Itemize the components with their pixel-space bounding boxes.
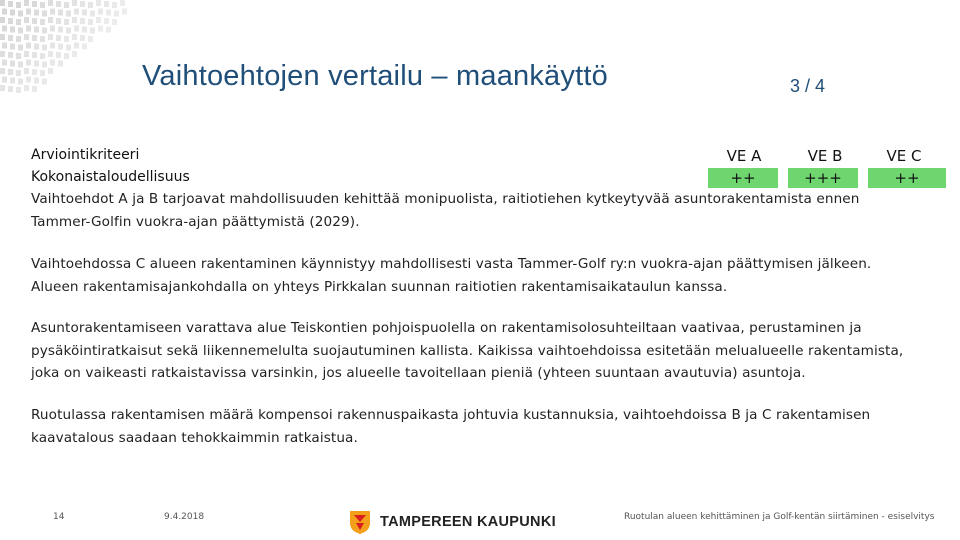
deco-square xyxy=(34,44,39,50)
deco-square xyxy=(32,86,37,92)
paragraph-line: Ruotulassa rakentamisen määrä kompensoi rakennuspaikasta johtuvia kustannuksia, vaihtoehdoissa B ja C rakentamisen xyxy=(31,407,871,423)
criteria-header-row xyxy=(0,146,960,166)
deco-square xyxy=(64,2,69,8)
deco-square xyxy=(18,62,23,68)
deco-square xyxy=(0,85,5,91)
deco-square xyxy=(112,19,117,25)
paragraph-1 xyxy=(31,188,936,233)
paragraph-line: Vaihtoehdossa C alueen rakentaminen käynnistyy mahdollisesti vasta Tammer-Golf ry:n vuokra-ajan päättymisen jälkeen. xyxy=(31,256,872,272)
deco-square xyxy=(72,34,77,40)
deco-square xyxy=(74,26,79,32)
deco-square xyxy=(34,10,39,16)
deco-square xyxy=(48,17,53,23)
deco-square xyxy=(8,69,13,75)
deco-square xyxy=(98,9,103,15)
paragraph-line: Alueen rakentamisajankohdalla on yhteys Pirkkalan suunnan raitiotien rakentamisaikataulun kanssa. xyxy=(31,278,728,295)
paragraph-line: pysäköintiratkaisut sekä liikennemelulta suojautuminen kallista. Kaikissa vaihtoehdoissa esitetään melualueelle rakentamista, xyxy=(31,342,904,359)
deco-square xyxy=(56,35,61,41)
deco-square xyxy=(10,78,15,84)
deco-square xyxy=(40,2,45,8)
col-header-ve-c: VE C xyxy=(886,147,922,165)
deco-square xyxy=(88,36,93,42)
deco-square xyxy=(106,10,111,16)
deco-square xyxy=(112,2,117,8)
paragraph-line: Vaihtoehdot A ja B tarjoavat mahdollisuuden kehittää monipuolista, raitiotiehen kytkeytyvää asuntorakentamista ennen xyxy=(31,191,860,207)
deco-square xyxy=(40,19,45,25)
deco-square xyxy=(82,27,87,33)
deco-square xyxy=(80,1,85,7)
deco-square xyxy=(32,69,37,75)
footer-page-number: 14 xyxy=(53,512,65,522)
deco-square xyxy=(64,53,69,59)
criteria-header-label: Arviointikriteeri xyxy=(31,147,140,163)
deco-square xyxy=(10,61,15,67)
deco-square xyxy=(34,27,39,33)
deco-square xyxy=(18,79,23,85)
col-header-ve-b: VE B xyxy=(807,147,843,165)
deco-square xyxy=(24,34,29,40)
deco-square xyxy=(96,17,101,23)
deco-square xyxy=(50,26,55,32)
deco-square xyxy=(18,45,23,51)
deco-square xyxy=(56,1,61,7)
deco-square xyxy=(104,18,109,24)
deco-square xyxy=(34,61,39,67)
paragraph-line: joka on vaikeasti ratkaistavissa varsinkin, jos alueelle tavoitellaan pieniä (yhteen suuntaan avautuvia) asuntoja. xyxy=(31,365,806,381)
deco-square xyxy=(40,36,45,42)
deco-square xyxy=(42,45,47,51)
logo-text: TAMPEREEN KAUPUNKI xyxy=(380,514,556,530)
deco-square xyxy=(104,1,109,7)
deco-square xyxy=(16,70,21,76)
deco-square xyxy=(32,1,37,7)
deco-square xyxy=(58,61,63,67)
score-ve-a: ++ xyxy=(708,168,778,188)
deco-square xyxy=(0,34,5,40)
deco-square xyxy=(8,1,13,7)
page-indicator: 3 / 4 xyxy=(790,76,826,96)
deco-square xyxy=(66,28,71,34)
deco-square xyxy=(50,43,55,49)
deco-square xyxy=(58,27,63,33)
deco-square xyxy=(2,9,7,15)
footer-date: 9.4.2018 xyxy=(164,512,205,522)
deco-square xyxy=(26,60,31,66)
deco-square xyxy=(8,52,13,58)
deco-square xyxy=(90,28,95,34)
deco-square xyxy=(88,2,93,8)
deco-square xyxy=(66,11,71,17)
deco-square xyxy=(90,11,95,17)
deco-square xyxy=(122,9,127,15)
deco-square xyxy=(98,26,103,32)
criteria-row-label: Kokonaistaloudellisuus xyxy=(31,169,190,185)
deco-square xyxy=(26,43,31,49)
paragraph-3 xyxy=(31,317,936,385)
deco-square xyxy=(48,68,53,74)
deco-square xyxy=(56,18,61,24)
deco-square xyxy=(10,27,15,33)
deco-square xyxy=(2,60,7,66)
deco-square xyxy=(82,44,87,50)
criteria-row xyxy=(0,168,960,188)
score-ve-c: ++ xyxy=(868,168,946,188)
deco-square xyxy=(42,11,47,17)
deco-square xyxy=(32,18,37,24)
paragraph-4 xyxy=(31,404,936,449)
deco-square xyxy=(42,28,47,34)
paragraph-line: Tammer-Golfin vuokra-ajan päättymistä (2029). xyxy=(31,213,360,230)
deco-square xyxy=(26,77,31,83)
deco-square xyxy=(66,45,71,51)
deco-square xyxy=(50,60,55,66)
deco-square xyxy=(72,51,77,57)
deco-square xyxy=(24,17,29,23)
deco-square xyxy=(16,87,21,93)
slide-title: Vaihtoehtojen vertailu – maankäyttö xyxy=(142,60,608,92)
deco-square xyxy=(42,79,47,85)
deco-square xyxy=(50,9,55,15)
deco-square xyxy=(32,52,37,58)
deco-square xyxy=(106,27,111,33)
deco-square xyxy=(80,35,85,41)
city-logo xyxy=(348,509,556,535)
deco-square xyxy=(96,0,101,6)
deco-square xyxy=(10,10,15,16)
footer-note: Ruotulan alueen kehittäminen ja Golf-kentän siirtäminen - esiselvitys xyxy=(624,512,935,522)
deco-square xyxy=(16,2,21,8)
deco-square xyxy=(74,43,79,49)
deco-square xyxy=(0,68,5,74)
deco-square xyxy=(82,10,87,16)
deco-square xyxy=(18,11,23,17)
deco-square xyxy=(16,53,21,59)
col-header-ve-a: VE A xyxy=(726,147,762,165)
deco-square xyxy=(74,9,79,15)
deco-square xyxy=(26,26,31,32)
paragraph-2 xyxy=(31,253,936,298)
deco-square xyxy=(58,44,63,50)
deco-square xyxy=(120,0,125,6)
paragraph-line: kaavatalous saadaan tehokkaimmin ratkaistua. xyxy=(31,429,358,446)
deco-square xyxy=(26,9,31,15)
deco-square xyxy=(0,51,5,57)
deco-square xyxy=(16,36,21,42)
deco-square xyxy=(16,19,21,25)
deco-square xyxy=(2,77,7,83)
tampere-crest-icon xyxy=(348,509,372,535)
decorative-grid-pattern xyxy=(0,0,130,95)
score-ve-b: +++ xyxy=(788,168,858,188)
deco-square xyxy=(2,26,7,32)
deco-square xyxy=(18,28,23,34)
deco-square xyxy=(24,0,29,6)
deco-square xyxy=(42,62,47,68)
deco-square xyxy=(8,35,13,41)
deco-square xyxy=(114,11,119,17)
deco-square xyxy=(88,19,93,25)
deco-square xyxy=(8,86,13,92)
deco-square xyxy=(72,17,77,23)
deco-square xyxy=(10,44,15,50)
deco-square xyxy=(48,51,53,57)
deco-square xyxy=(58,10,63,16)
deco-square xyxy=(0,17,5,23)
deco-square xyxy=(24,85,29,91)
deco-square xyxy=(56,52,61,58)
deco-square xyxy=(24,68,29,74)
deco-square xyxy=(64,19,69,25)
deco-square xyxy=(72,0,77,6)
deco-square xyxy=(32,35,37,41)
deco-square xyxy=(64,36,69,42)
deco-square xyxy=(80,18,85,24)
deco-square xyxy=(0,0,5,6)
deco-square xyxy=(24,51,29,57)
deco-square xyxy=(34,78,39,84)
deco-square xyxy=(48,34,53,40)
deco-square xyxy=(40,70,45,76)
deco-square xyxy=(48,0,53,6)
deco-square xyxy=(40,53,45,59)
deco-square xyxy=(2,43,7,49)
deco-square xyxy=(8,18,13,24)
paragraph-line: Asuntorakentamiseen varattava alue Teiskontien pohjoispuolella on rakentamisolosuhteiltaan vaativaa, perustaminen ja xyxy=(31,320,862,336)
